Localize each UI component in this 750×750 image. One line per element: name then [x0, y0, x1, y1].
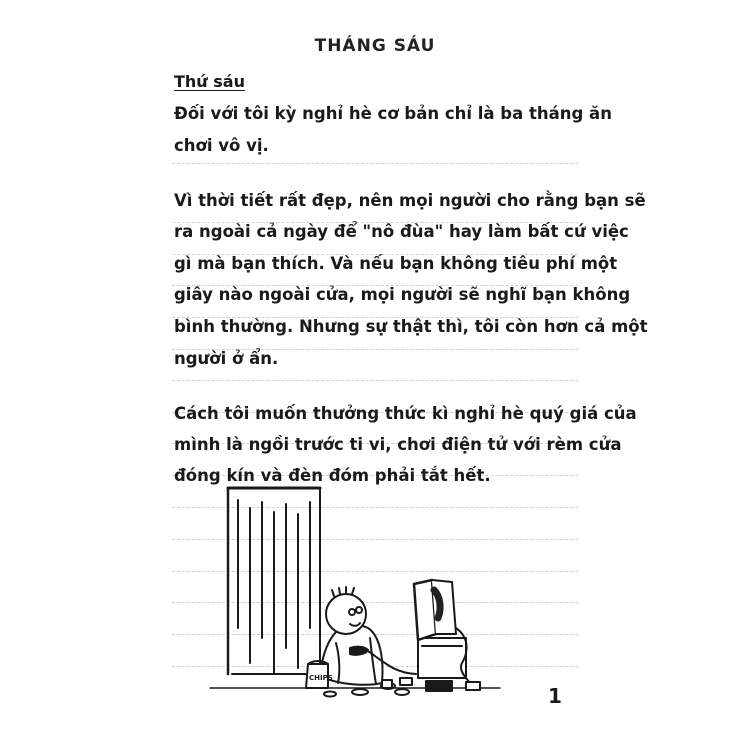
page-title: THÁNG SÁU: [314, 36, 436, 56]
ruled-line: [172, 380, 578, 381]
text-line: mình là ngồi trước ti vi, chơi điện tử với rèm cửa: [174, 435, 622, 454]
entry-day-heading: Thứ sáu: [174, 72, 245, 91]
text-line: người ở ẩn.: [174, 349, 279, 368]
text-line: ra ngoài cả ngày để "nô đùa" hay làm bất cứ việc: [174, 222, 629, 241]
text-line: gì mà bạn thích. Và nếu bạn không tiêu phí một: [174, 254, 618, 273]
text-line: Vì thời tiết rất đẹp, nên mọi người cho rằng bạn sẽ: [174, 191, 646, 210]
ruled-line: [172, 163, 578, 164]
page-number: 1: [548, 684, 562, 708]
text-line: Đối với tôi kỳ nghỉ hè cơ bản chỉ là ba tháng ăn: [174, 104, 612, 123]
text-line: giây nào ngoài cửa, mọi người sẽ nghĩ bạn không: [174, 285, 631, 304]
text-line: đóng kín và đèn đóm phải tắt hết.: [174, 466, 491, 485]
chips-bag-label: CHIPS: [309, 674, 333, 682]
text-line: chơi vô vị.: [174, 136, 269, 155]
text-line: Cách tôi muốn thưởng thức kì nghỉ hè quý giá của: [174, 404, 637, 423]
kid-watching-tv-illustration: [170, 478, 580, 706]
text-line: bình thường. Nhưng sự thật thì, tôi còn hơn cả một: [174, 317, 648, 336]
